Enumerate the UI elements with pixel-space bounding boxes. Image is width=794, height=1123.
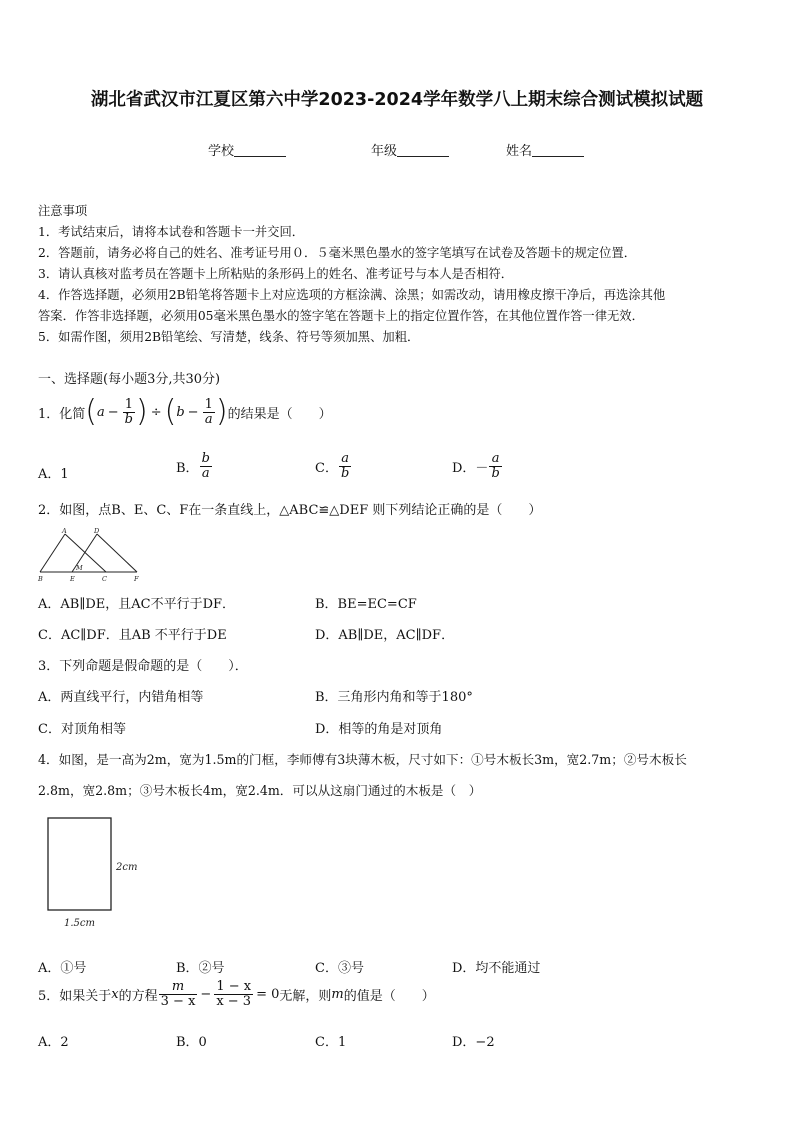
school-label: 学校 (208, 144, 235, 159)
right-paren: ) (136, 394, 148, 429)
notice-item: 答案．作答非选择题，必须用05毫米黑色墨水的签字笔在答题卡上的指定位置作答，在其他位置作答一律无效． (38, 309, 644, 323)
left-paren: ( (85, 394, 97, 429)
q3-option-b: B．三角形内角和等于180° (315, 690, 473, 705)
grade-field (371, 140, 449, 159)
door-height-label: 2cm (116, 862, 138, 873)
notice-item: 4．作答选择题，必须用2B铅笔将答题卡上对应选项的方框涂满、涂黑；如需改动，请用橡皮擦干净后，再选涂其他 (38, 288, 666, 302)
q5-suffix-1: 无解，则 (279, 988, 332, 1004)
q1-var-b: b (176, 404, 185, 420)
q1-frac-1-over-a (203, 398, 215, 426)
option-fraction (489, 452, 501, 480)
q4-option-b: B．②号 (176, 961, 225, 976)
q3-option-c: C．对顶角相等 (38, 722, 126, 737)
label-c: C (102, 575, 107, 583)
q5-var-m: m (331, 986, 344, 1002)
frac-num: 1 − x (216, 979, 252, 994)
frac-den: a (201, 465, 210, 481)
frac-num: a (341, 451, 349, 466)
minus-sign: − (200, 986, 212, 1002)
segment-df (97, 534, 137, 572)
q5-option-c: C．1 (315, 1035, 347, 1050)
name-field (506, 140, 584, 159)
grade-blank (397, 144, 449, 157)
left-paren: ( (164, 394, 177, 429)
option-label: B． (176, 460, 199, 476)
notice-item: 5．如需作图，须用2B铅笔绘、写清楚，线条、符号等须加黑、加粗． (38, 330, 420, 344)
q4-door-figure (44, 815, 144, 933)
q5-mid: 的方程 (118, 988, 158, 1004)
frac-den: a (204, 411, 213, 427)
q1-option-b (176, 452, 213, 480)
frac-num: 1 (204, 396, 213, 412)
segment-ac (65, 534, 106, 572)
notice-block (38, 201, 665, 348)
question-1 (38, 394, 332, 429)
segment-ab (40, 534, 65, 572)
question-3-stem: 3．下列命题是假命题的是（ ）． (38, 659, 248, 674)
q2-option-a: A．AB∥DE，且AC不平行于DF． (38, 597, 236, 612)
frac-den: b (124, 411, 133, 427)
q1-suffix: 的结果是（ ） (227, 406, 332, 422)
notice-item: 3．请认真核对监考员在答题卡上所粘贴的条形码上的姓名、准考证号与本人是否相符． (38, 267, 514, 281)
notice-heading: 注意事项 (38, 204, 88, 218)
frac-den: b (491, 465, 500, 481)
q2-triangle-figure (36, 526, 146, 584)
question-5 (38, 980, 435, 1008)
q2-option-b: B．BE=EC=CF (315, 597, 417, 612)
minus-sign: − (187, 404, 199, 420)
q5-option-b: B．0 (176, 1035, 207, 1050)
label-m: M (76, 564, 83, 572)
question-4-line-1: 4．如图，是一高为2m，宽为1.5m的门框，李师傅有3块薄木板，尺寸如下：①号木板长3m，宽2.7m；②号木板长 (38, 752, 687, 767)
notice-item: 1．考试结束后，请将本试卷和答题卡一并交回． (38, 225, 305, 239)
option-label: C． (315, 460, 338, 476)
door-width-label: 1.5cm (64, 918, 95, 929)
q5-option-d: D．−2 (452, 1035, 495, 1050)
option-fraction (339, 452, 351, 480)
name-blank (532, 144, 584, 157)
q5-option-a: A．2 (38, 1035, 69, 1050)
grade-label: 年级 (371, 144, 398, 159)
q3-option-a: A．两直线平行，内错角相等 (38, 690, 204, 705)
q1-option-a: A．1 (38, 467, 69, 482)
q5-suffix-2: 的值是（ ） (343, 988, 435, 1004)
name-label: 姓名 (506, 144, 533, 159)
q1-option-d (452, 452, 503, 480)
school-field (208, 140, 286, 159)
frac-num: a (491, 451, 500, 466)
q4-option-a: A．①号 (38, 961, 87, 976)
q3-option-d: D．相等的角是对顶角 (315, 722, 443, 737)
option-fraction (200, 452, 212, 480)
section-heading: 一、选择题(每小题3分,共30分) (38, 372, 221, 387)
label-b: B (38, 575, 43, 583)
question-2-stem: 2．如图，点B、E、C、F在一条直线上，△ABC≌△DEF 则下列结论正确的是（ ） (38, 503, 542, 518)
frac-num: b (201, 451, 210, 466)
q4-option-d: D．均不能通过 (452, 961, 541, 976)
right-paren: ) (215, 394, 228, 429)
q1-option-c (315, 452, 352, 480)
q1-var-a: a (97, 404, 105, 420)
q2-option-d: D．AB∥DE，AC∥DF． (315, 628, 455, 643)
q5-prefix: 5．如果关于 (38, 988, 112, 1004)
q2-option-c: C．AC∥DF．且AB 不平行于DE (38, 628, 227, 643)
notice-item: 2．答题前，请务必将自己的姓名、准考证号用０．５毫米黑色墨水的签字笔填写在试卷及答题卡的规定位置． (38, 246, 637, 260)
minus-sign: − (107, 404, 119, 420)
label-a: A (62, 527, 67, 535)
equals-zero: = 0 (256, 986, 280, 1002)
frac-den: 3 − x (160, 993, 196, 1009)
q1-frac-1-over-b (123, 398, 135, 426)
q1-prefix: 1．化简 (38, 406, 86, 422)
q5-fraction-2 (214, 980, 253, 1008)
q5-fraction-1 (159, 980, 198, 1008)
q4-option-c: C．③号 (315, 961, 364, 976)
question-4-line-2: 2.8m，宽2.8m；③号木板长4m，宽2.4m．可以从这扇门通过的木板是（ ） (38, 783, 482, 798)
frac-den: b (340, 465, 350, 481)
frac-num: 1 (124, 396, 133, 412)
label-e: E (70, 575, 75, 583)
divide-sign: ÷ (150, 404, 162, 420)
label-d: D (94, 527, 100, 535)
door-frame-rect (48, 818, 111, 910)
label-f: F (134, 575, 139, 583)
q5-var-x: x (111, 986, 119, 1002)
frac-num: m (171, 979, 185, 994)
option-label: D．－ (452, 460, 489, 476)
school-blank (234, 144, 286, 157)
frac-den: x − 3 (216, 993, 252, 1009)
page-title: 湖北省武汉市江夏区第六中学2023-2024学年数学八上期末综合测试模拟试题 (90, 90, 704, 110)
